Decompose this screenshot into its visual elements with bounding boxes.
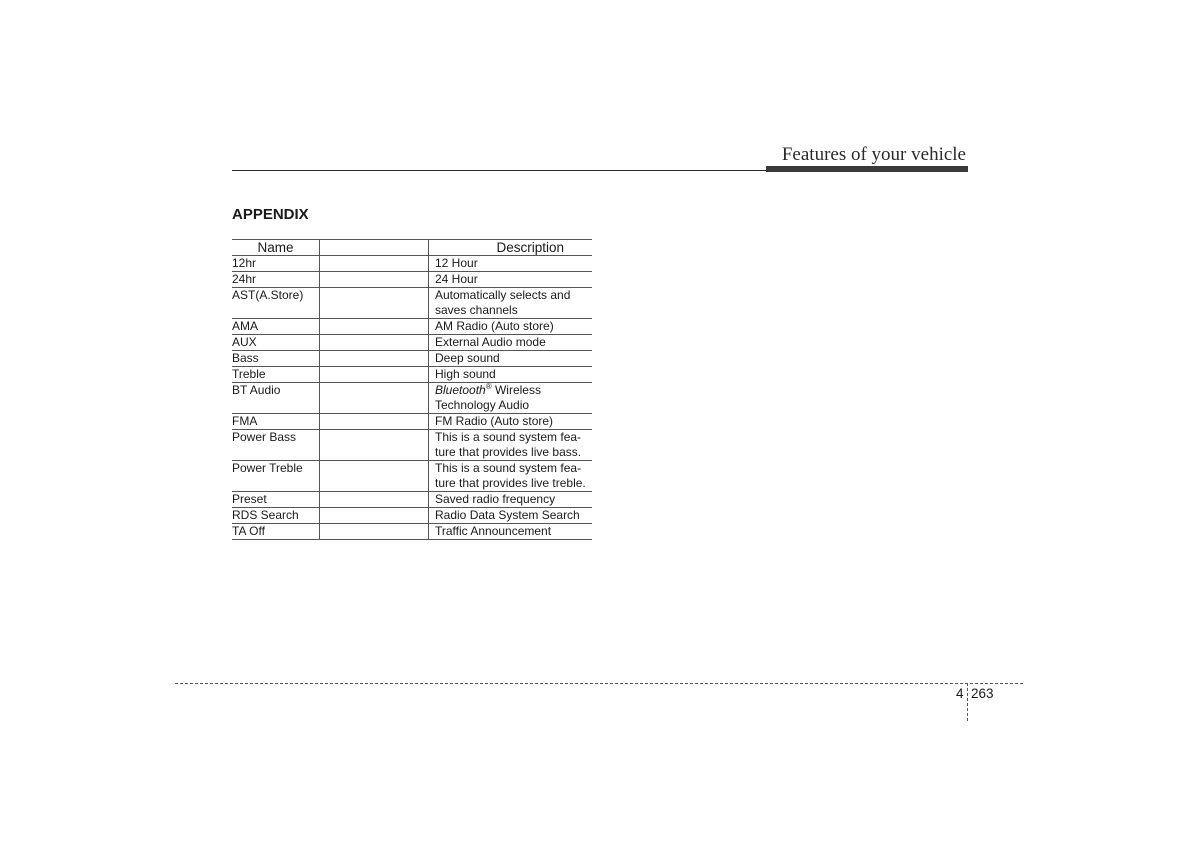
description-line: 24 Hour	[435, 272, 478, 286]
row-name: TA Off	[232, 524, 320, 540]
row-name: 24hr	[232, 272, 320, 288]
table-row	[232, 288, 592, 319]
table-row	[232, 414, 592, 430]
row-description	[429, 461, 593, 492]
row-spacer	[320, 367, 429, 383]
row-name: AUX	[232, 335, 320, 351]
row-name: Preset	[232, 492, 320, 508]
row-spacer	[320, 383, 429, 414]
row-name: BT Audio	[232, 383, 320, 414]
description-line: This is a sound system fea-	[435, 461, 582, 475]
row-spacer	[320, 414, 429, 430]
row-description	[429, 508, 593, 524]
row-description	[429, 414, 593, 430]
description-line: Radio Data System Search	[435, 508, 580, 522]
row-description	[429, 367, 593, 383]
row-spacer	[320, 319, 429, 335]
table-row	[232, 508, 592, 524]
table-body	[232, 256, 592, 540]
description-line: 12 Hour	[435, 256, 478, 270]
description-line: High sound	[435, 367, 496, 381]
table-row	[232, 335, 592, 351]
row-spacer	[320, 524, 429, 540]
description-line	[435, 383, 592, 398]
row-spacer	[320, 351, 429, 367]
description-line: Automatically selects and	[435, 288, 571, 302]
description-italic-term: Bluetooth	[435, 383, 486, 397]
row-name: FMA	[232, 414, 320, 430]
footer-chapter-number: 4	[956, 686, 964, 701]
table-row	[232, 256, 592, 272]
row-spacer	[320, 492, 429, 508]
description-line: Deep sound	[435, 351, 500, 365]
row-description	[429, 288, 593, 319]
column-header-spacer	[320, 240, 429, 256]
description-line: saves channels	[435, 303, 518, 317]
row-description	[429, 335, 593, 351]
row-description	[429, 272, 593, 288]
table-header-row	[232, 240, 592, 256]
appendix-table	[232, 239, 592, 540]
description-line: Traffic Announcement	[435, 524, 552, 538]
column-header-description: Description	[429, 240, 593, 256]
row-spacer	[320, 461, 429, 492]
footer-vertical-rule	[967, 683, 968, 721]
row-name: AST(A.Store)	[232, 288, 320, 319]
row-description	[429, 351, 593, 367]
table-row	[232, 524, 592, 540]
row-name: 12hr	[232, 256, 320, 272]
description-line: Saved radio frequency	[435, 492, 556, 506]
table-row	[232, 367, 592, 383]
table-row	[232, 383, 592, 414]
description-line: AM Radio (Auto store)	[435, 319, 554, 333]
footer-dashed-rule	[175, 683, 1023, 684]
table-row	[232, 492, 592, 508]
row-spacer	[320, 430, 429, 461]
description-line: Technology Audio	[435, 398, 530, 412]
row-name: Treble	[232, 367, 320, 383]
description-text: Wireless	[491, 383, 541, 397]
column-header-name: Name	[232, 240, 320, 256]
description-line: ture that provides live treble.	[435, 476, 586, 490]
table-row	[232, 351, 592, 367]
row-spacer	[320, 256, 429, 272]
row-description	[429, 256, 593, 272]
registered-mark: ®	[485, 382, 492, 391]
footer-page-number: 263	[971, 686, 994, 701]
header-rule	[232, 170, 767, 171]
row-description	[429, 383, 593, 414]
table-row	[232, 272, 592, 288]
row-spacer	[320, 335, 429, 351]
table-row	[232, 319, 592, 335]
row-spacer	[320, 508, 429, 524]
row-spacer	[320, 272, 429, 288]
header-bar	[766, 166, 968, 172]
row-name: RDS Search	[232, 508, 320, 524]
description-line: This is a sound system fea-	[435, 430, 582, 444]
row-name: Power Treble	[232, 461, 320, 492]
section-title: APPENDIX	[232, 206, 309, 223]
row-description	[429, 492, 593, 508]
row-description	[429, 524, 593, 540]
row-name: AMA	[232, 319, 320, 335]
description-line: ture that provides live bass.	[435, 445, 582, 459]
header-title: Features of your vehicle	[781, 144, 966, 165]
row-spacer	[320, 288, 429, 319]
row-description	[429, 430, 593, 461]
description-line: FM Radio (Auto store)	[435, 414, 554, 428]
table-row	[232, 430, 592, 461]
row-name: Power Bass	[232, 430, 320, 461]
row-name: Bass	[232, 351, 320, 367]
description-line: External Audio mode	[435, 335, 546, 349]
row-description	[429, 319, 593, 335]
table-row	[232, 461, 592, 492]
